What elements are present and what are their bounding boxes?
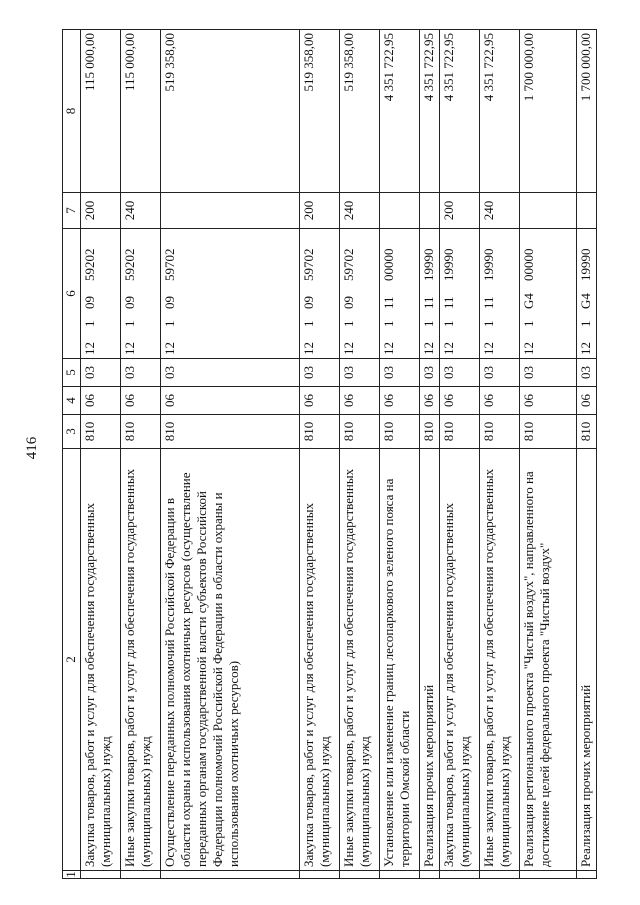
cell-target-article bbox=[480, 229, 520, 359]
cell-expense-type: 240 bbox=[121, 193, 161, 229]
cell-subsection: 03 bbox=[340, 359, 380, 387]
table-row bbox=[380, 30, 420, 879]
cell-section: 06 bbox=[480, 387, 520, 415]
cell-col-1 bbox=[577, 871, 597, 879]
cell-amount: 519 358,00 bbox=[161, 30, 300, 193]
table-row bbox=[420, 30, 440, 879]
cell-amount: 115 000,00 bbox=[81, 30, 121, 193]
article-program: 12 bbox=[421, 342, 436, 355]
article-subprogram: 1 bbox=[341, 320, 356, 327]
header-col-3: 3 bbox=[63, 415, 81, 449]
article-program: 12 bbox=[301, 342, 316, 355]
article-direction: 59202 bbox=[122, 248, 137, 281]
article-direction: 59702 bbox=[301, 248, 316, 281]
cell-col-1 bbox=[380, 871, 420, 879]
article-program: 12 bbox=[122, 342, 137, 355]
header-col-2: 2 bbox=[63, 449, 81, 871]
header-col-4: 4 bbox=[63, 387, 81, 415]
cell-subsection: 03 bbox=[300, 359, 340, 387]
cell-target-article bbox=[420, 229, 440, 359]
cell-subsection: 03 bbox=[420, 359, 440, 387]
article-event: 11 bbox=[381, 296, 396, 309]
article-program: 12 bbox=[481, 342, 496, 355]
cell-subsection: 03 bbox=[577, 359, 597, 387]
article-direction: 59202 bbox=[82, 248, 97, 281]
cell-expense-type bbox=[577, 193, 597, 229]
cell-section: 06 bbox=[161, 387, 300, 415]
cell-name: Закупка товаров, работ и услуг для обеспечения государственных (муниципальных) нужд bbox=[440, 449, 480, 871]
cell-target-article bbox=[380, 229, 420, 359]
article-direction: 19990 bbox=[578, 248, 593, 281]
cell-amount: 519 358,00 bbox=[300, 30, 340, 193]
cell-target-article bbox=[340, 229, 380, 359]
cell-code-admin: 810 bbox=[520, 415, 577, 449]
article-event: G4 bbox=[578, 293, 593, 309]
table-row bbox=[340, 30, 380, 879]
table-row bbox=[81, 30, 121, 879]
cell-target-article bbox=[300, 229, 340, 359]
cell-col-1 bbox=[520, 871, 577, 879]
cell-name: Установление или изменение границ лесопаркового зеленого пояса на территории Омской области bbox=[380, 449, 420, 871]
cell-subsection: 03 bbox=[161, 359, 300, 387]
article-subprogram: 1 bbox=[381, 320, 396, 327]
cell-code-admin: 810 bbox=[577, 415, 597, 449]
table-row bbox=[440, 30, 480, 879]
cell-section: 06 bbox=[340, 387, 380, 415]
cell-name: Закупка товаров, работ и услуг для обеспечения государственных (муниципальных) нужд bbox=[81, 449, 121, 871]
cell-code-admin: 810 bbox=[420, 415, 440, 449]
cell-expense-type bbox=[420, 193, 440, 229]
cell-amount: 4 351 722,95 bbox=[380, 30, 420, 193]
cell-section: 06 bbox=[420, 387, 440, 415]
cell-expense-type: 240 bbox=[340, 193, 380, 229]
table-row bbox=[121, 30, 161, 879]
cell-target-article bbox=[577, 229, 597, 359]
header-col-8: 8 bbox=[63, 30, 81, 193]
article-program: 12 bbox=[82, 342, 97, 355]
cell-name: Реализация прочих мероприятий bbox=[420, 449, 440, 871]
article-subprogram: 1 bbox=[82, 320, 97, 327]
cell-amount: 1 700 000,00 bbox=[577, 30, 597, 193]
budget-table bbox=[62, 29, 597, 879]
cell-code-admin: 810 bbox=[81, 415, 121, 449]
cell-section: 06 bbox=[380, 387, 420, 415]
article-subprogram: 1 bbox=[521, 320, 536, 327]
cell-section: 06 bbox=[121, 387, 161, 415]
article-program: 12 bbox=[521, 342, 536, 355]
article-program: 12 bbox=[578, 342, 593, 355]
cell-subsection: 03 bbox=[81, 359, 121, 387]
article-event: 11 bbox=[441, 296, 456, 309]
article-program: 12 bbox=[341, 342, 356, 355]
cell-expense-type: 240 bbox=[480, 193, 520, 229]
article-program: 12 bbox=[381, 342, 396, 355]
cell-amount: 1 700 000,00 bbox=[520, 30, 577, 193]
article-program: 12 bbox=[162, 342, 177, 355]
cell-section: 06 bbox=[81, 387, 121, 415]
article-direction: 59702 bbox=[341, 248, 356, 281]
header-row bbox=[63, 30, 81, 879]
article-event: 11 bbox=[421, 296, 436, 309]
cell-target-article bbox=[520, 229, 577, 359]
cell-name: Иные закупки товаров, работ и услуг для обеспечения государственных (муниципальных) нужд bbox=[121, 449, 161, 871]
header-col-6: 6 bbox=[63, 229, 81, 359]
cell-section: 06 bbox=[577, 387, 597, 415]
cell-amount: 4 351 722,95 bbox=[440, 30, 480, 193]
cell-code-admin: 810 bbox=[340, 415, 380, 449]
article-direction: 00000 bbox=[381, 248, 396, 281]
table-row bbox=[300, 30, 340, 879]
table-row bbox=[520, 30, 577, 879]
article-direction: 00000 bbox=[521, 248, 536, 281]
cell-section: 06 bbox=[440, 387, 480, 415]
cell-expense-type: 200 bbox=[81, 193, 121, 229]
budget-table-rotated bbox=[62, 30, 592, 879]
cell-name: Реализация прочих мероприятий bbox=[577, 449, 597, 871]
cell-expense-type: 200 bbox=[300, 193, 340, 229]
cell-target-article bbox=[81, 229, 121, 359]
article-direction: 19990 bbox=[421, 248, 436, 281]
article-direction: 19990 bbox=[441, 248, 456, 281]
article-subprogram: 1 bbox=[441, 320, 456, 327]
cell-col-1 bbox=[440, 871, 480, 879]
article-direction: 59702 bbox=[162, 248, 177, 281]
cell-name: Осуществление переданных полномочий Российской Федерации в области охраны и использования охотничьих ресурсов (осуществление переданных органам государственной власти субъектов Российской Федерации полномочий Российской Федерации в области охраны и использования охотничьих ресурсов) bbox=[161, 449, 300, 871]
cell-section: 06 bbox=[300, 387, 340, 415]
cell-name: Закупка товаров, работ и услуг для обеспечения государственных (муниципальных) нужд bbox=[300, 449, 340, 871]
cell-name: Реализация регионального проекта "Чистый воздух", направленного на достижение целей федерального проекта "Чистый воздух" bbox=[520, 449, 577, 871]
cell-code-admin: 810 bbox=[121, 415, 161, 449]
page-number: 416 bbox=[24, 436, 40, 460]
cell-subsection: 03 bbox=[440, 359, 480, 387]
cell-code-admin: 810 bbox=[300, 415, 340, 449]
cell-subsection: 03 bbox=[380, 359, 420, 387]
table-row bbox=[480, 30, 520, 879]
cell-target-article bbox=[161, 229, 300, 359]
header-col-7: 7 bbox=[63, 193, 81, 229]
article-event: 09 bbox=[162, 296, 177, 309]
cell-section: 06 bbox=[520, 387, 577, 415]
article-subprogram: 1 bbox=[301, 320, 316, 327]
cell-amount: 4 351 722,95 bbox=[480, 30, 520, 193]
article-event: 09 bbox=[122, 296, 137, 309]
cell-expense-type: 200 bbox=[440, 193, 480, 229]
header-col-5: 5 bbox=[63, 359, 81, 387]
article-subprogram: 1 bbox=[421, 320, 436, 327]
cell-col-1 bbox=[161, 871, 300, 879]
cell-code-admin: 810 bbox=[161, 415, 300, 449]
cell-amount: 115 000,00 bbox=[121, 30, 161, 193]
cell-subsection: 03 bbox=[520, 359, 577, 387]
cell-code-admin: 810 bbox=[440, 415, 480, 449]
cell-expense-type bbox=[380, 193, 420, 229]
article-subprogram: 1 bbox=[162, 320, 177, 327]
article-event: 09 bbox=[82, 296, 97, 309]
cell-col-1 bbox=[420, 871, 440, 879]
cell-expense-type bbox=[161, 193, 300, 229]
cell-subsection: 03 bbox=[121, 359, 161, 387]
cell-amount: 519 358,00 bbox=[340, 30, 380, 193]
cell-amount: 4 351 722,95 bbox=[420, 30, 440, 193]
cell-target-article bbox=[440, 229, 480, 359]
cell-expense-type bbox=[520, 193, 577, 229]
article-subprogram: 1 bbox=[481, 320, 496, 327]
cell-subsection: 03 bbox=[480, 359, 520, 387]
cell-code-admin: 810 bbox=[480, 415, 520, 449]
cell-name: Иные закупки товаров, работ и услуг для обеспечения государственных (муниципальных) нужд bbox=[340, 449, 380, 871]
article-event: 09 bbox=[301, 296, 316, 309]
article-event: 09 bbox=[341, 296, 356, 309]
table-row bbox=[577, 30, 597, 879]
cell-target-article bbox=[121, 229, 161, 359]
article-event: G4 bbox=[521, 293, 536, 309]
cell-col-1 bbox=[121, 871, 161, 879]
cell-col-1 bbox=[340, 871, 380, 879]
article-subprogram: 1 bbox=[578, 320, 593, 327]
article-program: 12 bbox=[441, 342, 456, 355]
article-event: 11 bbox=[481, 296, 496, 309]
table-row bbox=[161, 30, 300, 879]
cell-code-admin: 810 bbox=[380, 415, 420, 449]
article-subprogram: 1 bbox=[122, 320, 137, 327]
cell-col-1 bbox=[81, 871, 121, 879]
article-direction: 19990 bbox=[481, 248, 496, 281]
header-col-1: 1 bbox=[63, 871, 81, 879]
cell-col-1 bbox=[300, 871, 340, 879]
cell-name: Иные закупки товаров, работ и услуг для обеспечения государственных (муниципальных) нужд bbox=[480, 449, 520, 871]
cell-col-1 bbox=[480, 871, 520, 879]
table-body bbox=[63, 30, 597, 879]
